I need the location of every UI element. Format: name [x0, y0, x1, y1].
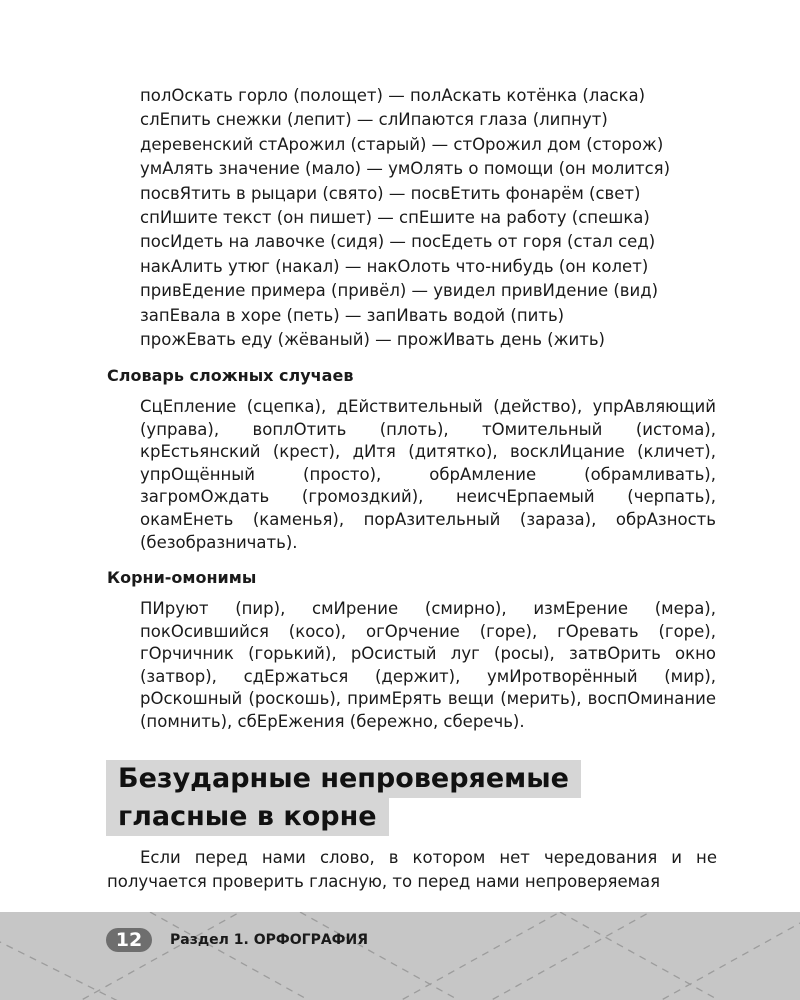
- intro-text: Если перед нами слово, в котором нет чередования и не получается проверить гласную, то перед нами непроверяемая: [107, 848, 717, 891]
- section-title-line-1: Безударные непроверяемые: [106, 760, 581, 798]
- pair-line: привЕдение примера (привёл) — увидел привИдение (вид): [140, 281, 659, 301]
- footer-dash-pattern: [0, 912, 800, 1000]
- pair-line: прожЕвать еду (жёваный) — прожИвать день (жить): [140, 330, 605, 350]
- pair-line: спИшите текст (он пишет) — спЕшите на работу (спешка): [140, 208, 650, 228]
- page-number-badge: 12: [106, 928, 152, 952]
- homonyms-heading: Корни-омонимы: [107, 568, 257, 587]
- dictionary-heading: Словарь сложных случаев: [107, 366, 354, 385]
- pair-line: накАлить утюг (накал) — накОлоть что-нибудь (он колет): [140, 256, 649, 276]
- pair-line: полОскать горло (полощет) — полАскать котёнка (ласка): [140, 86, 646, 105]
- section-label: Раздел 1. ОРФОГРАФИЯ: [170, 932, 369, 948]
- pair-line: запЕвала в хоре (петь) — запИвать водой (пить): [140, 305, 565, 325]
- homonyms-paragraph: ПИруют (пир), смИрение (смирно), измЕрение (мера), покОсившийся (косо), огОрчение (горе), гОревать (горе), гОрчичник (горький), рОсистый луг (росы), затвОрить окно (затвор), сдЕржаться (держит), умИротворённый (мир), рОскошный (роскошь), примЕрять вещи (мерить), воспОминание (помнить), сбЕрЕжения (бережно, сберечь).: [140, 599, 716, 731]
- intro-paragraph: [107, 846, 717, 894]
- pair-line: умАлять значение (мало) — умОлять о помощи (он молится): [140, 159, 671, 179]
- pair-line: слЕпить снежки (лепит) — слИпаются глаза (липнут): [140, 110, 608, 130]
- section-title-line-2: гласные в корне: [106, 798, 389, 836]
- pair-line: посИдеть на лавочке (сидя) — посЕдеть от горя (стал сед): [140, 232, 656, 252]
- page-footer: [0, 912, 800, 1000]
- dictionary-paragraph: СцЕпление (сцепка), дЕйствительный (действо), упрАвляющий (управа), воплОтить (плоть), тОмительный (истома), крЕстьянский (крест), дИтя (дитятко), восклИцание (кличет), упрОщённый (просто), обрАмление (обрамливать), загромОждать (громоздкий), неисчЕрпаемый (черпать), окамЕнеть (каменья), порАзительный (зараза), обрАзность (безобразничать).: [140, 397, 716, 552]
- paronym-pairs-list: [140, 84, 740, 352]
- pair-line: посвЯтить в рыцари (свято) — посвЕтить фонарём (свет): [140, 183, 641, 203]
- pair-line: деревенский стАрожил (старый) — стОрожил дом (сторож): [140, 134, 664, 154]
